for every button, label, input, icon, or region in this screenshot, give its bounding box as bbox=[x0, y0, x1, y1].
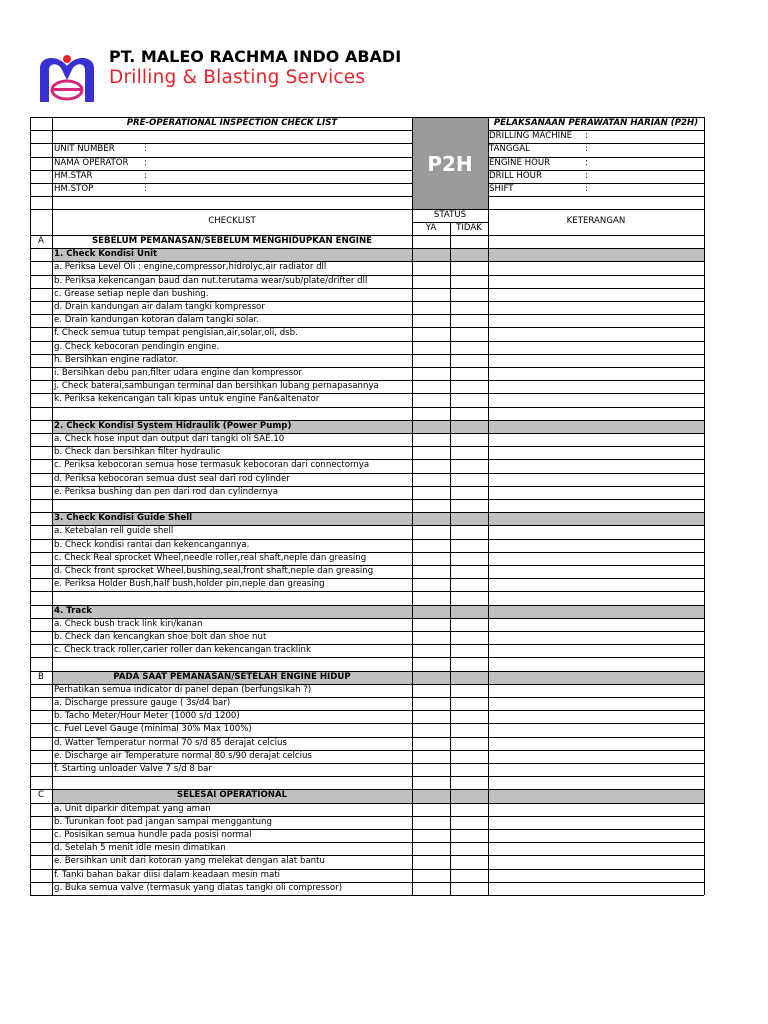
section-title: PADA SAAT PEMANASAN/SETELAH ENGINE HIDUP bbox=[113, 671, 351, 682]
h-line bbox=[30, 565, 704, 566]
checklist-item: j. Check baterai,sambungan terminal dan bersihkan lubang pernapasannya bbox=[54, 381, 379, 392]
h-line bbox=[30, 552, 704, 553]
h-line bbox=[30, 314, 704, 315]
h-line bbox=[30, 473, 704, 474]
checklist-item: e. Drain kandungan kotoran dalam tangki solar. bbox=[54, 315, 260, 326]
checklist-item: h. Bersihkan engine radiator. bbox=[54, 354, 179, 365]
h-line bbox=[30, 117, 412, 118]
h-line bbox=[30, 829, 704, 830]
h-line bbox=[412, 117, 704, 118]
h-line bbox=[30, 499, 704, 500]
h-line bbox=[488, 170, 704, 171]
field-label: SHIFT bbox=[489, 184, 514, 194]
checklist-item: d. Drain kandungan air dalam tangki kompressor bbox=[54, 302, 265, 312]
field-label: DRILLING MACHINE bbox=[489, 131, 573, 141]
checklist-item: e. Periksa bushing dan pen dari rod dan cylindernya bbox=[54, 486, 278, 497]
checklist-item: c. Grease setiap neple dan bushing. bbox=[54, 288, 209, 299]
section-letter: A bbox=[38, 236, 44, 246]
h-line bbox=[30, 420, 704, 421]
h-line bbox=[30, 486, 704, 487]
checklist-item: c. Posisikan semua hundle pada posisi normal bbox=[54, 830, 252, 840]
h-line bbox=[30, 393, 704, 394]
h-line bbox=[30, 170, 412, 171]
h-line bbox=[30, 737, 704, 738]
checklist-item: b. Check dan kencangkan shoe bolt dan shoe nut bbox=[54, 632, 267, 642]
v-line bbox=[30, 117, 31, 895]
field-label: ENGINE HOUR bbox=[489, 158, 551, 168]
field-sep: : bbox=[144, 158, 147, 168]
field-sep: : bbox=[144, 171, 147, 181]
checklist-item: d. Watter Temperatur normal 70 s/d 85 derajat celcius bbox=[54, 737, 287, 748]
field-label: HM.STAR bbox=[54, 171, 93, 181]
group-title: 4. Track bbox=[54, 605, 92, 616]
keterangan-header: KETERANGAN bbox=[566, 216, 626, 226]
h-line bbox=[30, 301, 704, 302]
h-line bbox=[30, 183, 412, 184]
checklist-item: d. Check front sprocket Wheel,bushing,seal,front shaft,neple dan greasing bbox=[54, 566, 374, 576]
v-line bbox=[704, 117, 705, 895]
field-label: NAMA OPERATOR bbox=[54, 158, 129, 168]
group-title: 2. Check Kondisi System Hidraulik (Power Pump) bbox=[54, 420, 292, 431]
field-label: UNIT NUMBER bbox=[54, 144, 115, 154]
company-name: PT. MALEO RACHMA INDO ABADI bbox=[109, 47, 402, 66]
tidak-header: TIDAK bbox=[456, 223, 482, 233]
checklist-item: g. Check kebocoran pendingin engine. bbox=[54, 341, 220, 352]
checklist-item: d. Setelah 5 menit idle mesin dimatikan bbox=[54, 843, 226, 854]
v-line bbox=[412, 117, 413, 895]
checklist-item: a. Check bush track link kiri/kanan bbox=[54, 618, 203, 629]
checklist-item: e. Bersihkan unit dari kotoran yang melekat dengan alat bantu bbox=[54, 856, 325, 867]
left-title: PRE-OPERATIONAL INSPECTION CHECK LIST bbox=[126, 118, 338, 128]
h-line bbox=[30, 605, 704, 606]
checklist-item: k. Periksa kekencangan tali kipas untuk engine Fan&altenator bbox=[54, 394, 320, 405]
field-sep: : bbox=[585, 131, 588, 141]
h-line bbox=[30, 341, 704, 342]
checklist-item: b. Turunkan foot pad jangan sampai menggantung bbox=[54, 816, 272, 827]
h-line bbox=[30, 776, 704, 777]
checklist-header: CHECKLIST bbox=[208, 216, 256, 226]
h-line bbox=[30, 895, 704, 896]
h-line bbox=[30, 459, 704, 460]
h-line bbox=[30, 367, 704, 368]
h-line bbox=[30, 235, 704, 236]
h-line bbox=[488, 143, 704, 144]
right-title: PELAKSANAAN PERAWATAN HARIAN (P2H) bbox=[493, 118, 699, 128]
section-title: SELESAI OPERATIONAL bbox=[176, 790, 288, 801]
v-line bbox=[488, 117, 489, 895]
checklist-item: d. Periksa kebocoran semua dust seal dari rod cylinder bbox=[54, 473, 290, 484]
h-line bbox=[488, 183, 704, 184]
checklist-item: a. Discharge pressure gauge ( 3s/d4 bar) bbox=[54, 698, 231, 708]
checklist-item: f. Starting unloader Valve 7 s/d 8 bar bbox=[54, 764, 212, 774]
h-line bbox=[30, 525, 704, 526]
h-line bbox=[30, 869, 704, 870]
h-line bbox=[488, 196, 704, 197]
checklist-item: g. Buka semua valve (termasuk yang diatas tangki oli compressor) bbox=[54, 882, 343, 893]
h-line bbox=[30, 882, 704, 883]
field-label: TANGGAL bbox=[489, 144, 530, 154]
checklist-item: c. Check Real sprocket Wheel,needle roller,real shaft,neple dan greasing bbox=[54, 552, 367, 563]
h-line bbox=[30, 631, 704, 632]
field-sep: : bbox=[585, 144, 588, 154]
checklist-item: b. Periksa kekencangan baud dan nut.terutama wear/sub/plate/drifter dll bbox=[54, 275, 368, 286]
group-title: 3. Check Kondisi Guide Shell bbox=[54, 513, 193, 524]
company-tagline: Drilling & Blasting Services bbox=[109, 67, 366, 88]
section-letter: C bbox=[37, 790, 44, 801]
h-line bbox=[30, 816, 704, 817]
field-sep: : bbox=[144, 144, 147, 154]
checklist-item: b. Check dan bersihkan filter hydraulic bbox=[54, 447, 221, 458]
checklist-item: a. Check hose input dan output dari tangki oli SAE.10 bbox=[54, 434, 285, 444]
h-line bbox=[30, 196, 412, 197]
checklist-item: f. Tanki bahan bakar diisi dalam keadaan mesin mati bbox=[54, 869, 280, 880]
h-line bbox=[30, 130, 412, 131]
logo-magenta-bar bbox=[52, 88, 82, 91]
h-line bbox=[30, 855, 704, 856]
h-line bbox=[30, 697, 704, 698]
h-line bbox=[30, 275, 704, 276]
h-line bbox=[30, 671, 704, 672]
v-line bbox=[450, 222, 451, 895]
checklist-item: Perhatikan semua indicator di panel depan (berfungsikah ?) bbox=[54, 684, 312, 695]
h-line bbox=[30, 539, 704, 540]
logo-red-dot bbox=[63, 55, 71, 63]
h-line bbox=[30, 710, 704, 711]
h-line bbox=[30, 578, 704, 579]
h-line bbox=[30, 723, 704, 724]
h-line bbox=[30, 789, 704, 790]
p2h-badge: P2H bbox=[412, 118, 488, 210]
h-line bbox=[30, 644, 704, 645]
checklist-item: f. Check semua tutup tempat pengisian,air,solar,oli, dsb. bbox=[54, 328, 298, 339]
checklist-item: c. Check track roller,carier roller dan kekencangan tracklink bbox=[54, 645, 311, 656]
checklist-item: e. Discharge air Temperature normal 80 s/90 derajat celcius bbox=[54, 750, 312, 761]
h-line bbox=[30, 261, 704, 262]
h-line bbox=[30, 407, 704, 408]
h-line bbox=[30, 248, 704, 249]
checklist-item: a. Unit diparkir ditempat yang aman bbox=[54, 803, 211, 814]
h-line bbox=[30, 657, 704, 658]
h-line bbox=[30, 750, 704, 751]
h-line bbox=[30, 763, 704, 764]
checklist-item: b. Check kondisi rantai dan kekencangannya. bbox=[54, 539, 250, 550]
h-line bbox=[30, 684, 704, 685]
checklist-item: i. Bersihkan debu pan,filter udara engine dan kompressor bbox=[54, 368, 302, 378]
h-line bbox=[30, 380, 704, 381]
checklist-item: e. Periksa Holder Bush,half bush,holder pin,neple dan greasing bbox=[54, 579, 325, 590]
checklist-item: c. Periksa kebocoran semua hose termasuk kebocoran dari connectornya bbox=[54, 460, 370, 471]
inspection-sheet bbox=[30, 117, 704, 894]
section-title: SEBELUM PEMANASAN/SEBELUM MENGHIDUPKAN ENGINE bbox=[91, 236, 373, 246]
checklist-item: b. Tacho Meter/Hour Meter (1000 s/d 1200) bbox=[54, 711, 240, 722]
status-header: STATUS bbox=[433, 210, 467, 220]
company-logo bbox=[36, 50, 98, 104]
h-line bbox=[30, 842, 704, 843]
h-line bbox=[30, 591, 704, 592]
h-line bbox=[30, 433, 704, 434]
h-line bbox=[30, 618, 704, 619]
field-sep: : bbox=[585, 158, 588, 168]
h-line bbox=[488, 130, 704, 131]
checklist-item: a. Periksa Level Oli : engine,compressor,hidrolyc,air radiator dll bbox=[54, 262, 327, 273]
h-line bbox=[412, 209, 704, 210]
h-line bbox=[30, 803, 704, 804]
v-line bbox=[52, 117, 53, 895]
field-sep: : bbox=[585, 184, 588, 194]
h-line bbox=[30, 288, 704, 289]
section-letter: B bbox=[38, 671, 44, 682]
h-line bbox=[30, 512, 704, 513]
h-line bbox=[488, 157, 704, 158]
field-label: HM.STOP bbox=[54, 184, 94, 194]
h-line bbox=[30, 446, 704, 447]
checklist-item: a. Ketebalan rell guide shell bbox=[54, 526, 174, 537]
h-line bbox=[30, 157, 412, 158]
h-line bbox=[30, 143, 412, 144]
h-line bbox=[30, 327, 704, 328]
field-label: DRILL HOUR bbox=[489, 171, 542, 181]
h-line bbox=[30, 354, 704, 355]
ya-header: YA bbox=[425, 223, 437, 233]
h-line bbox=[30, 209, 412, 210]
field-sep: : bbox=[144, 184, 147, 194]
group-title: 1. Check Kondisi Unit bbox=[54, 249, 158, 260]
checklist-item: c. Fuel Level Gauge (minimal 30% Max 100%) bbox=[54, 724, 252, 735]
group-shade bbox=[52, 605, 704, 618]
field-sep: : bbox=[585, 171, 588, 181]
